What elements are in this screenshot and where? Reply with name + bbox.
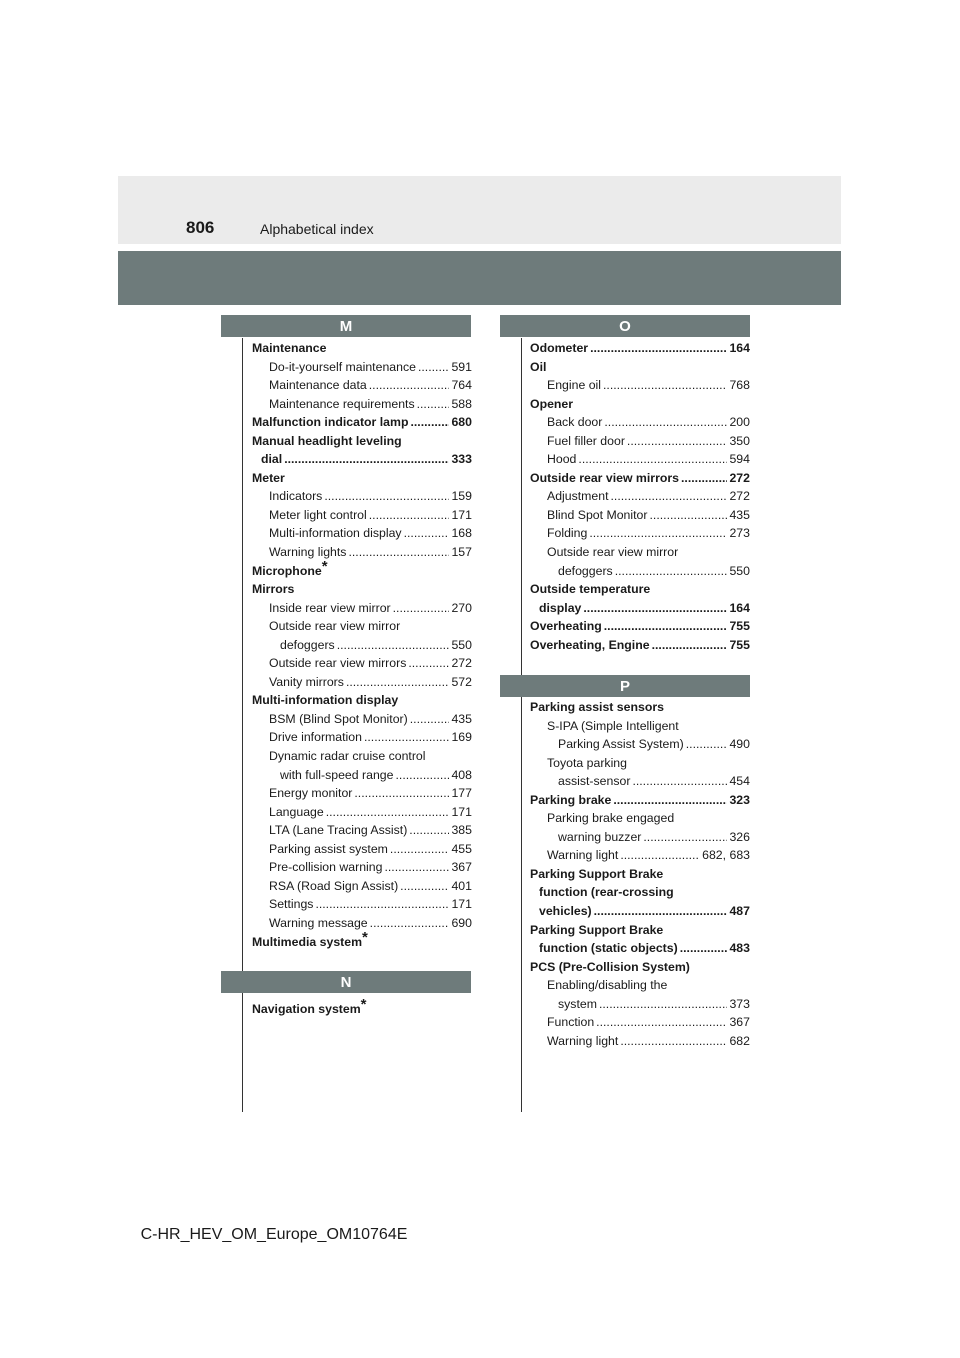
leader-dots <box>395 766 449 785</box>
entry-page: 272 <box>729 489 750 504</box>
index-entry <box>530 395 750 414</box>
column-rule-left <box>242 338 243 1112</box>
index-entry <box>530 828 750 847</box>
entry-text: Meter <box>252 470 285 485</box>
index-entry <box>252 617 472 636</box>
entry-text: function (rear-crossing <box>539 885 674 900</box>
entry-text: Hood <box>547 452 577 467</box>
index-entry <box>252 840 472 859</box>
entry-text: LTA (Lane Tracing Assist) <box>269 823 408 838</box>
entry-page: 272 <box>451 656 472 671</box>
leader-dots <box>404 524 450 543</box>
entry-page: 333 <box>451 452 472 467</box>
entry-text: Warning message <box>269 915 368 930</box>
entry-text: Warning light <box>547 848 619 863</box>
entry-text: Inside rear view mirror <box>269 600 391 615</box>
leader-dots <box>652 636 728 655</box>
index-entry <box>252 339 472 358</box>
entry-text: assist-sensor <box>558 774 631 789</box>
entry-text: Multi-information display <box>269 526 402 541</box>
entry-text: Function <box>547 1015 595 1030</box>
entry-text: Blind Spot Monitor <box>547 507 648 522</box>
section-letter-p: P <box>500 675 750 697</box>
entry-page: 367 <box>451 860 472 875</box>
entry-text: Maintenance data <box>269 378 367 393</box>
entry-text: Warning lights <box>269 545 347 560</box>
index-entry <box>530 413 750 432</box>
index-entry <box>252 858 472 877</box>
leader-dots <box>594 902 728 921</box>
entry-text: Multimedia system <box>252 934 363 949</box>
leader-dots <box>627 432 728 451</box>
entry-list-m <box>252 339 472 951</box>
entry-text: Enabling/disabling the <box>547 978 668 993</box>
footer <box>0 1226 960 1244</box>
leader-dots <box>611 487 728 506</box>
entry-page: 594 <box>729 452 750 467</box>
entry-text: Mirrors <box>252 582 295 597</box>
entry-page: 171 <box>451 507 472 522</box>
index-entry <box>252 691 472 710</box>
entry-text: Meter light control <box>269 507 367 522</box>
entry-text: Drive information <box>269 730 362 745</box>
entry-text: Overheating, Engine <box>530 637 650 652</box>
asterisk-icon: * <box>362 928 368 946</box>
index-entry <box>252 450 472 469</box>
entry-text: Parking Support Brake <box>530 922 664 937</box>
leader-dots <box>354 784 449 803</box>
index-entry <box>530 735 750 754</box>
index-entry <box>530 524 750 543</box>
entry-page: 690 <box>451 915 472 930</box>
entry-page: 682 <box>729 1033 750 1048</box>
entry-text: BSM (Blind Spot Monitor) <box>269 711 408 726</box>
index-entry <box>252 506 472 525</box>
leader-dots <box>680 939 728 958</box>
entry-page: 168 <box>451 526 472 541</box>
leader-dots <box>418 358 450 377</box>
leader-dots <box>613 791 727 810</box>
index-entry <box>530 580 750 599</box>
entry-text: Fuel filler door <box>547 433 625 448</box>
entry-page: 270 <box>451 600 472 615</box>
entry-text: Microphone <box>252 563 322 578</box>
entry-page: 200 <box>729 415 750 430</box>
index-entry <box>530 902 750 921</box>
leader-dots <box>410 710 450 729</box>
entry-text: Opener <box>530 396 574 411</box>
leader-dots <box>364 728 450 747</box>
entry-text: display <box>539 600 582 615</box>
index-entry <box>252 654 472 673</box>
entry-page: 159 <box>451 489 472 504</box>
index-entry <box>252 376 472 395</box>
index-entry <box>530 358 750 377</box>
entry-text: Maintenance requirements <box>269 396 415 411</box>
index-entry <box>530 617 750 636</box>
index-entry <box>530 921 750 940</box>
index-entry <box>530 543 750 562</box>
entry-text: Malfunction indicator lamp <box>252 415 409 430</box>
leader-dots <box>384 858 449 877</box>
entry-text: Parking assist system <box>269 841 388 856</box>
entry-page: 164 <box>729 341 750 355</box>
index-entry <box>252 580 472 599</box>
leader-dots <box>348 543 449 562</box>
entry-page: 487 <box>729 904 750 919</box>
section-title: Alphabetical index <box>260 221 374 237</box>
entry-page: 435 <box>451 711 472 726</box>
index-entry <box>530 846 750 865</box>
leader-dots <box>370 914 450 933</box>
entry-text: RSA (Road Sign Assist) <box>269 878 399 893</box>
leader-dots <box>337 636 450 655</box>
leader-dots <box>315 895 449 914</box>
entry-text: function (static objects) <box>539 941 678 956</box>
entry-page: 454 <box>729 774 750 789</box>
leader-dots <box>599 995 728 1014</box>
page-number: 806 <box>186 218 215 237</box>
leader-dots <box>400 877 449 896</box>
leader-dots <box>604 617 728 636</box>
entry-text: Outside rear view mirrors <box>530 470 679 485</box>
entry-text: Maintenance <box>252 341 327 355</box>
entry-text: Oil <box>530 359 547 374</box>
index-entry <box>252 710 472 729</box>
entry-page: 591 <box>451 359 472 374</box>
leader-dots <box>284 450 449 469</box>
entry-list-n <box>252 996 472 1019</box>
leader-dots <box>417 395 450 414</box>
entry-text: Navigation system <box>252 1002 361 1016</box>
index-entry <box>530 599 750 618</box>
page-header <box>118 176 841 244</box>
index-entry <box>252 928 472 952</box>
index-entry <box>252 432 472 451</box>
index-entry <box>252 557 472 581</box>
section-letter-m: M <box>221 315 471 337</box>
index-entry <box>252 728 472 747</box>
leader-dots <box>681 469 727 488</box>
entry-text: with full-speed range <box>280 767 394 782</box>
index-entry <box>530 754 750 773</box>
entry-page: 169 <box>451 730 472 745</box>
asterisk-icon: * <box>360 996 367 1013</box>
entry-page: 768 <box>729 378 750 393</box>
entry-text: defoggers <box>558 563 613 578</box>
leader-dots <box>632 772 727 791</box>
leader-dots <box>410 413 449 432</box>
entry-page: 373 <box>729 996 750 1011</box>
index-entry <box>530 995 750 1014</box>
index-entry <box>530 562 750 581</box>
index-entry <box>252 784 472 803</box>
entry-page: 680 <box>451 415 472 430</box>
index-entry <box>252 996 472 1019</box>
entry-page: 455 <box>451 841 472 856</box>
doc-code: C-HR_HEV_OM_Europe_OM10764E <box>140 1226 408 1243</box>
index-entry <box>530 1013 750 1032</box>
index-entry <box>530 791 750 810</box>
section-letter-n: N <box>221 971 471 993</box>
index-entry <box>252 395 472 414</box>
entry-text: Outside rear view mirrors <box>269 656 407 671</box>
section-letter-o: O <box>500 315 750 337</box>
entry-text: Outside rear view mirror <box>269 619 401 634</box>
leader-dots <box>578 450 727 469</box>
entry-text: Engine oil <box>547 378 602 393</box>
entry-text: Toyota parking <box>547 755 627 770</box>
leader-dots <box>589 524 727 543</box>
index-entry <box>252 487 472 506</box>
leader-dots <box>620 1032 727 1051</box>
entry-text: Folding <box>547 526 588 541</box>
index-entry <box>252 469 472 488</box>
entry-page: 550 <box>451 637 472 652</box>
entry-page: 755 <box>729 637 750 652</box>
leader-dots <box>596 1013 727 1032</box>
entry-text: Energy monitor <box>269 786 353 801</box>
index-entry <box>252 599 472 618</box>
entry-text: Back door <box>547 415 603 430</box>
index-entry <box>530 698 750 717</box>
leader-dots <box>324 487 449 506</box>
entry-text: Outside rear view mirror <box>547 545 679 560</box>
entry-text: defoggers <box>280 637 335 652</box>
leader-dots <box>346 673 450 692</box>
entry-page: 483 <box>729 941 750 956</box>
index-entry <box>252 747 472 766</box>
entry-page: 367 <box>729 1015 750 1030</box>
entry-page: 385 <box>451 823 472 838</box>
leader-dots <box>409 821 449 840</box>
entry-page: 272 <box>729 470 750 485</box>
entry-page: 171 <box>451 897 472 912</box>
leader-dots <box>408 654 449 673</box>
entry-page: 408 <box>451 767 472 782</box>
entry-text: Parking brake engaged <box>547 811 675 826</box>
index-entry <box>530 450 750 469</box>
entry-text: Language <box>269 804 324 819</box>
entry-page: 273 <box>729 526 750 541</box>
asterisk-icon: * <box>321 557 328 575</box>
entry-page: 682, 683 <box>702 848 750 863</box>
index-entry <box>530 339 750 358</box>
entry-text: warning buzzer <box>558 829 642 844</box>
leader-dots <box>583 599 727 618</box>
entry-page: 323 <box>729 792 750 807</box>
index-entry <box>530 506 750 525</box>
index-entry <box>252 821 472 840</box>
entry-page: 177 <box>451 786 472 801</box>
index-entry <box>530 939 750 958</box>
entry-text: vehicles) <box>539 904 592 919</box>
leader-dots <box>369 506 450 525</box>
entry-page: 755 <box>729 619 750 634</box>
entry-page: 350 <box>729 433 750 448</box>
leader-dots <box>590 339 727 358</box>
entry-text: Parking Assist System) <box>558 737 684 752</box>
index-entry <box>530 883 750 902</box>
entry-text: PCS (Pre-Collision System) <box>530 959 690 974</box>
entry-text: dial <box>261 452 283 467</box>
entry-text: S-IPA (Simple Intelligent <box>547 718 679 733</box>
index-entry <box>252 895 472 914</box>
entry-text: Manual headlight leveling <box>252 433 402 448</box>
entry-text: system <box>558 996 597 1011</box>
leader-dots <box>390 840 450 859</box>
entry-page: 435 <box>729 507 750 522</box>
index-entry <box>530 958 750 977</box>
leader-dots <box>393 599 450 618</box>
entry-text: Parking assist sensors <box>530 700 664 714</box>
entry-text: Adjustment <box>547 489 609 504</box>
leader-dots <box>615 562 728 581</box>
entry-page: 550 <box>729 563 750 578</box>
index-entry <box>530 772 750 791</box>
index-entry <box>252 673 472 692</box>
entry-text: Odometer <box>530 341 589 355</box>
entry-text: Settings <box>269 897 314 912</box>
leader-dots <box>326 803 450 822</box>
index-entry <box>252 803 472 822</box>
entry-page: 164 <box>729 600 750 615</box>
entry-page: 572 <box>451 674 472 689</box>
entry-text: Pre-collision warning <box>269 860 383 875</box>
entry-text: Indicators <box>269 489 323 504</box>
entry-page: 401 <box>451 878 472 893</box>
entry-text: Warning light <box>547 1033 619 1048</box>
entry-text: Dynamic radar cruise control <box>269 749 426 764</box>
leader-dots <box>620 846 700 865</box>
leader-dots <box>604 413 727 432</box>
index-entry <box>252 524 472 543</box>
entry-text: Vanity mirrors <box>269 674 344 689</box>
entry-text: Do-it-yourself maintenance <box>269 359 416 374</box>
entry-page: 490 <box>729 737 750 752</box>
leader-dots <box>686 735 728 754</box>
entry-page: 326 <box>729 829 750 844</box>
leader-dots <box>649 506 727 525</box>
entry-page: 157 <box>451 545 472 560</box>
index-entry <box>252 358 472 377</box>
index-entry <box>530 636 750 655</box>
entry-list-p <box>530 698 750 1050</box>
entry-text: Multi-information display <box>252 693 399 708</box>
index-entry <box>530 717 750 736</box>
index-entry <box>252 413 472 432</box>
column-rule-right <box>521 338 522 1112</box>
index-entry <box>530 487 750 506</box>
header-band <box>118 251 841 305</box>
index-entry <box>252 636 472 655</box>
index-entry <box>252 877 472 896</box>
entry-page: 764 <box>451 378 472 393</box>
entry-page: 588 <box>451 396 472 411</box>
index-entry <box>530 432 750 451</box>
index-entry <box>252 543 472 562</box>
index-entry <box>252 766 472 785</box>
index-entry <box>530 1032 750 1051</box>
index-entry <box>530 469 750 488</box>
index-entry <box>530 865 750 884</box>
index-entry <box>530 376 750 395</box>
entry-text: Parking brake <box>530 792 612 807</box>
entry-text: Overheating <box>530 619 602 634</box>
entry-list-o <box>530 339 750 654</box>
leader-dots <box>643 828 727 847</box>
leader-dots <box>369 376 450 395</box>
entry-page: 171 <box>451 804 472 819</box>
index-entry <box>530 809 750 828</box>
index-entry <box>530 976 750 995</box>
entry-text: Parking Support Brake <box>530 866 664 881</box>
leader-dots <box>603 376 727 395</box>
entry-text: Outside temperature <box>530 582 651 597</box>
